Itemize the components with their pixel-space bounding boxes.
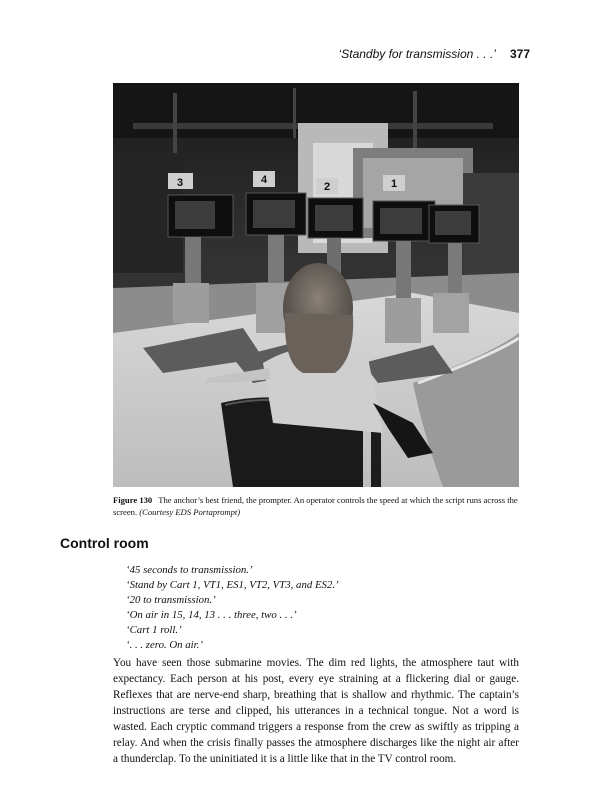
page-number: 377: [509, 47, 530, 61]
dialogue-line: ‘Cart 1 roll.’: [126, 624, 182, 636]
dialogue-line: ‘On air in 15, 14, 13 . . . three, two . . .’: [126, 609, 297, 621]
section-heading: Control room: [60, 535, 149, 551]
camera-number-4: 4: [260, 174, 268, 186]
figure-label: Figure 130: [113, 495, 153, 505]
dialogue-block: [126, 563, 506, 653]
figure-caption-text: The anchor’s best friend, the prompter. An operator controls the speed at which the script runs across the screen.: [113, 495, 518, 517]
dialogue-line: ‘. . . zero. On air.’: [126, 639, 203, 651]
camera-number-1: 1: [390, 178, 398, 190]
running-head: [330, 47, 530, 61]
figure-credit: (Courtesy EDS Portaprompt): [139, 507, 241, 517]
figure-photo: [113, 83, 519, 487]
dialogue-line: ‘Stand by Cart 1, VT1, ES1, VT2, VT3, and ES2.’: [126, 579, 339, 591]
dialogue-line: ‘45 seconds to transmission.’: [126, 564, 253, 576]
body-paragraph: You have seen those submarine movies. The dim red lights, the atmosphere taut with expectancy. Each person at his post, every eye straining at a flickering dial or gauge. Reflexes that are nerve-end sharp, breathing that is shallow and rhythmic. The captain’s instructions are terse and clipped, his utterances in a technical tongue. Not a word is wasted. Each cryptic command triggers a response from the crew as swiftly as tripping a relay. And when the crisis finally passes the atmosphere discharges like the night air after a thunderclap. To the uninitiated it is a little like that in the TV control room.: [113, 657, 519, 765]
camera-number-3: 3: [176, 177, 184, 189]
camera-number-2: 2: [323, 181, 331, 193]
dialogue-line: ‘20 to transmission.’: [126, 594, 216, 606]
running-head-title: ‘Standby for transmission . . .’: [338, 47, 496, 61]
figure-caption: [113, 494, 519, 518]
